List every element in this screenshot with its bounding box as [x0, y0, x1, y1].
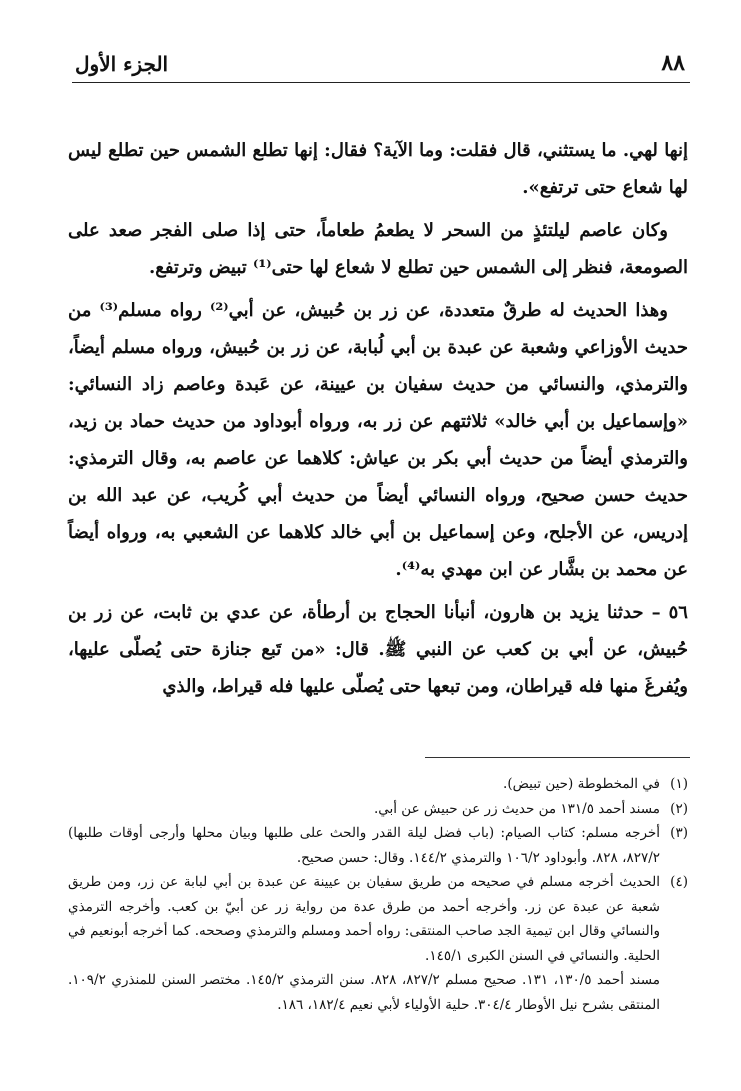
page-number: ٨٨: [661, 50, 685, 76]
main-text: [68, 132, 688, 711]
footnote-text: مسند أحمد ١٣٠/٥، ١٣١. صحيح مسلم ٨٢٧/٢، ٨٢٨. سنن الترمذي ١٤٥/٢. مختصر السنن للمنذري ١٠٩/٢. المنتقى بشرح نيل الأوطار ٣٠٤/٤. حلية الأولياء لأبي نعيم ١٨٢/٤، ١٨٦.: [68, 972, 660, 1013]
part-title: الجزء الأول: [75, 52, 169, 76]
footnote-3: [68, 821, 688, 870]
footnote-text: مسند أحمد ١٣١/٥ من حديث زر عن حبيش عن أبي.: [373, 800, 660, 817]
paragraph-4-text: حدثنا يزيد بن هارون، أنبأنا الحجاج بن أرطأة، عن عدي بن ثابت، عن زر بن حُبيش، عن أبي بن كعب عن النبي ﷺ. قال: «من تَبع جنازة حتى يُصلّى عليها، ويُفرغَ منها فله قيراطان، ومن تبعها حتى يُصلّى عليها فله قيراط، والذي: [68, 602, 688, 697]
footnote-number: (٤): [670, 874, 688, 890]
hadith-number: ٥٦ –: [651, 602, 688, 623]
footnote-2: [68, 797, 688, 822]
footnote-4-sources: [68, 968, 688, 1017]
paragraph-1: إنها لهي. ما يستثني، قال فقلت: وما الآية؟ فقال: إنها تطلع الشمس حين تطلع ليس لها شعاع حتى ترتفع».: [68, 140, 688, 198]
page-header: [75, 50, 685, 80]
footnote-text: في المخطوطة (حين تبيض).: [503, 776, 660, 792]
paragraph-2: وكان عاصم ليلتئذٍ من السحر لا يطعمُ طعاماً، حتى إذا صلى الفجر صعد على الصومعة، فنظر إلى الشمس حين تطلع لا شعاع لها حتى⁽¹⁾ تبيض وترتفع.: [68, 220, 688, 278]
footnote-text: الحديث أخرجه مسلم في صحيحه من طريق سفيان بن عيينة عن عبدة بن أبي لبابة عن زر، ومن طريق شعبة عن عبدة عن زر. وأخرجه أحمد من طرق عدة من رواية زر عن أبيّ بن كعب. وأخرجه الترمذي والنسائي وقال ابن تيمية الجد صاحب المنتقى: رواه أحمد ومسلم والترمذي وصححه. كما أخرجه أبونعيم في الحلية. والنسائي في السنن الكبرى ١٤٥/١.: [68, 874, 660, 964]
footnote-4: [68, 870, 688, 968]
footnote-number: (١): [670, 776, 688, 792]
footnote-number: (٣): [670, 825, 688, 841]
footnote-1: [68, 772, 688, 797]
paragraph-4: [68, 594, 688, 705]
paragraph-3: وهذا الحديث له طرقٌ متعددة، عن زر بن حُبيش، عن أبي⁽²⁾ رواه مسلم⁽³⁾ من حديث الأوزاعي وشعبة عن عبدة بن أبي لُبابة، عن زر بن حُبيش، ورواه مسلم أيضاً، والترمذي، والنسائي من حديث سفيان بن عيينة، عن عَبدة وعاصم زاد النسائي: «وإسماعيل بن أبي خالد» ثلاثتهم عن زر به، ورواه أبوداود من حديث حماد بن زيد، والترمذي أيضاً من حديث أبي بكر بن عياش: كلاهما عن عاصم به، وقال الترمذي: حديث حسن صحيح، ورواه النسائي أيضاً من حديث أبي كُريب، عن عبد الله بن إدريس، عن الأجلح، وعن إسماعيل بن أبي خالد كلاهما عن الشعبي به، ورواه أيضاً عن محمد بن بشَّار عن ابن مهدي به⁽⁴⁾.: [68, 300, 688, 580]
footnote-text: أخرجه مسلم: كتاب الصيام: (باب فضل ليلة القدر والحث على طلبها وبيان محلها وأرجى أوقات طلبها) ٨٢٧/٢، ٨٢٨. وأبوداود ١٠٦/٢ والترمذي ١٤٤/٢. وقال: حسن صحيح.: [68, 825, 660, 866]
footnote-number: [660, 968, 688, 1017]
header-rule: [72, 82, 690, 83]
footnote-number: (٢): [670, 800, 688, 817]
footnotes: [68, 772, 688, 1017]
footnote-rule: [425, 757, 690, 758]
